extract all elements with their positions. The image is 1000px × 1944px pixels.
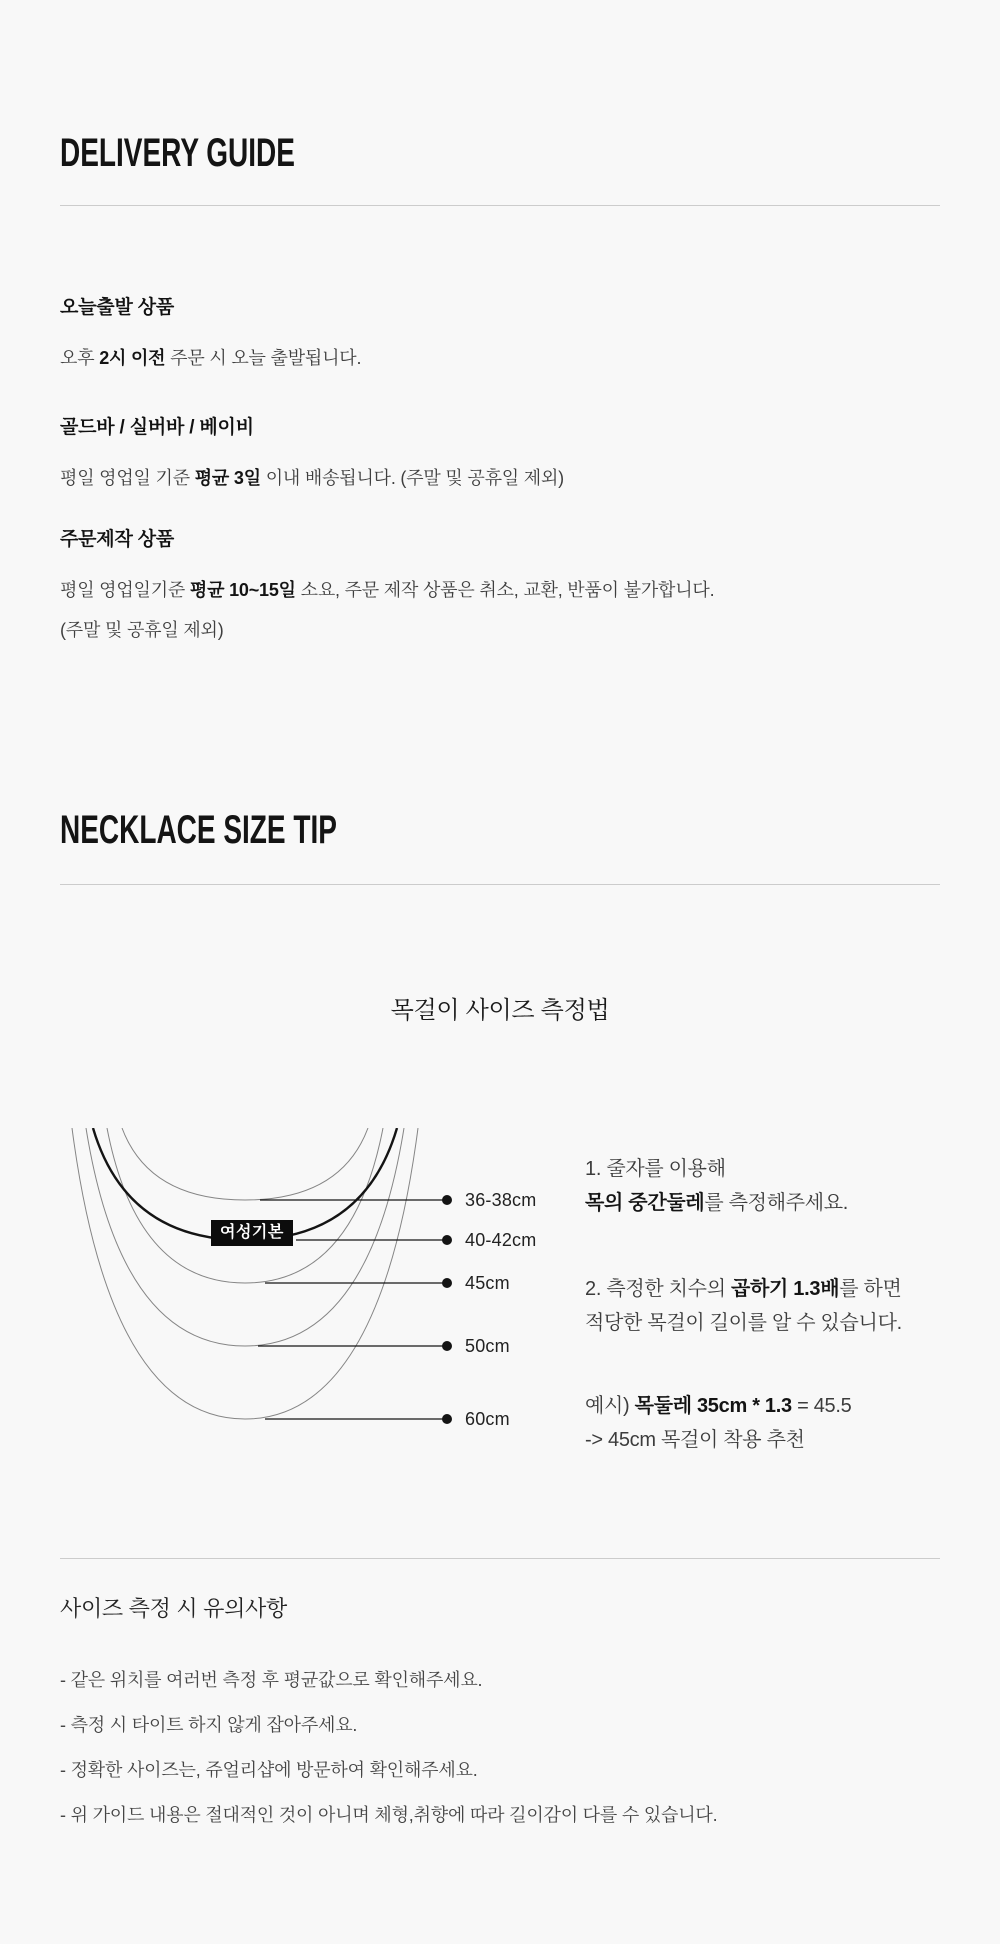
section-divider <box>60 1558 940 1559</box>
leader-dot <box>442 1278 452 1288</box>
delivery-section-text <box>60 618 224 642</box>
text-segment: 이내 배송됩니다. (주말 및 공휴일 제외) <box>260 468 564 488</box>
measure-step-1 <box>585 1152 848 1220</box>
delivery-section-text <box>60 578 714 602</box>
size-label-45cm: 45cm <box>465 1273 510 1293</box>
delivery-section-text <box>60 346 361 370</box>
size-label-60cm: 60cm <box>465 1409 510 1429</box>
section-divider <box>60 884 940 885</box>
size-label-40-42cm: 40-42cm <box>465 1230 537 1250</box>
necklace-curve-36-38cm <box>122 1128 368 1200</box>
text-segment: 를 하면 <box>839 1278 902 1300</box>
women-basic-badge: 여성기본 <box>211 1220 293 1246</box>
necklace-size-tip-title: NECKLACE SIZE TIP <box>60 808 337 852</box>
text-segment: 를 측정해주세요. <box>704 1192 849 1214</box>
section-divider <box>60 205 940 206</box>
necklace-length-diagram <box>60 1128 480 1460</box>
leader-dot <box>442 1341 452 1351</box>
text-segment: 소요, 주문 제작 상품은 취소, 교환, 반품이 불가합니다. <box>295 580 715 600</box>
text-segment-bold: 2시 이전 <box>99 348 166 368</box>
notice-item: - 측정 시 타이트 하지 않게 잡아주세요. <box>60 1715 358 1735</box>
delivery-section-text <box>60 466 564 490</box>
text-segment-bold: 곱하기 1.3배 <box>730 1278 840 1300</box>
text-segment-bold: 평균 3일 <box>194 468 261 488</box>
text-segment: -> 45cm 목걸이 착용 추천 <box>585 1429 805 1451</box>
size-label-50cm: 50cm <box>465 1336 510 1356</box>
leader-dot <box>442 1235 452 1245</box>
text-segment: 2. 측정한 치수의 <box>585 1278 731 1300</box>
delivery-section-heading: 오늘출발 상품 <box>60 297 175 318</box>
leader-dot <box>442 1195 452 1205</box>
notice-item: - 위 가이드 내용은 절대적인 것이 아니며 체형,취향에 따라 길이감이 다를 수 있습니다. <box>60 1805 718 1825</box>
measure-step-2 <box>585 1272 902 1340</box>
size-label-36-38cm: 36-38cm <box>465 1190 537 1210</box>
text-segment: 주문 시 오늘 출발됩니다. <box>165 348 362 368</box>
measure-method-subtitle: 목걸이 사이즈 측정법 <box>390 997 610 1024</box>
text-segment: (주말 및 공휴일 제외) <box>60 620 224 640</box>
notice-item: - 같은 위치를 여러번 측정 후 평균값으로 확인해주세요. <box>60 1670 483 1690</box>
text-segment: 오후 <box>60 348 100 368</box>
text-segment: 예시) <box>585 1395 635 1417</box>
text-segment-bold: 목의 중간둘레 <box>585 1192 705 1214</box>
leader-dot <box>442 1414 452 1424</box>
text-segment: 평일 영업일기준 <box>60 580 190 600</box>
text-segment-bold: 평균 10~15일 <box>189 580 296 600</box>
text-segment: = 45.5 <box>791 1395 852 1417</box>
notice-item: - 정확한 사이즈는, 쥬얼리샵에 방문하여 확인해주세요. <box>60 1760 478 1780</box>
text-segment: 평일 영업일 기준 <box>60 468 195 488</box>
necklace-curve-60cm <box>72 1128 418 1419</box>
measure-example <box>585 1389 851 1457</box>
delivery-section-heading: 골드바 / 실버바 / 베이비 <box>60 417 254 438</box>
necklace-curve-45cm <box>107 1128 383 1283</box>
notice-heading: 사이즈 측정 시 유의사항 <box>60 1596 287 1621</box>
text-segment: 1. 줄자를 이용해 <box>585 1158 726 1180</box>
delivery-section-heading: 주문제작 상품 <box>60 529 175 550</box>
text-segment: 적당한 목걸이 길이를 알 수 있습니다. <box>585 1312 902 1334</box>
text-segment-bold: 목둘레 35cm * 1.3 <box>634 1395 792 1417</box>
delivery-guide-title: DELIVERY GUIDE <box>60 131 295 175</box>
